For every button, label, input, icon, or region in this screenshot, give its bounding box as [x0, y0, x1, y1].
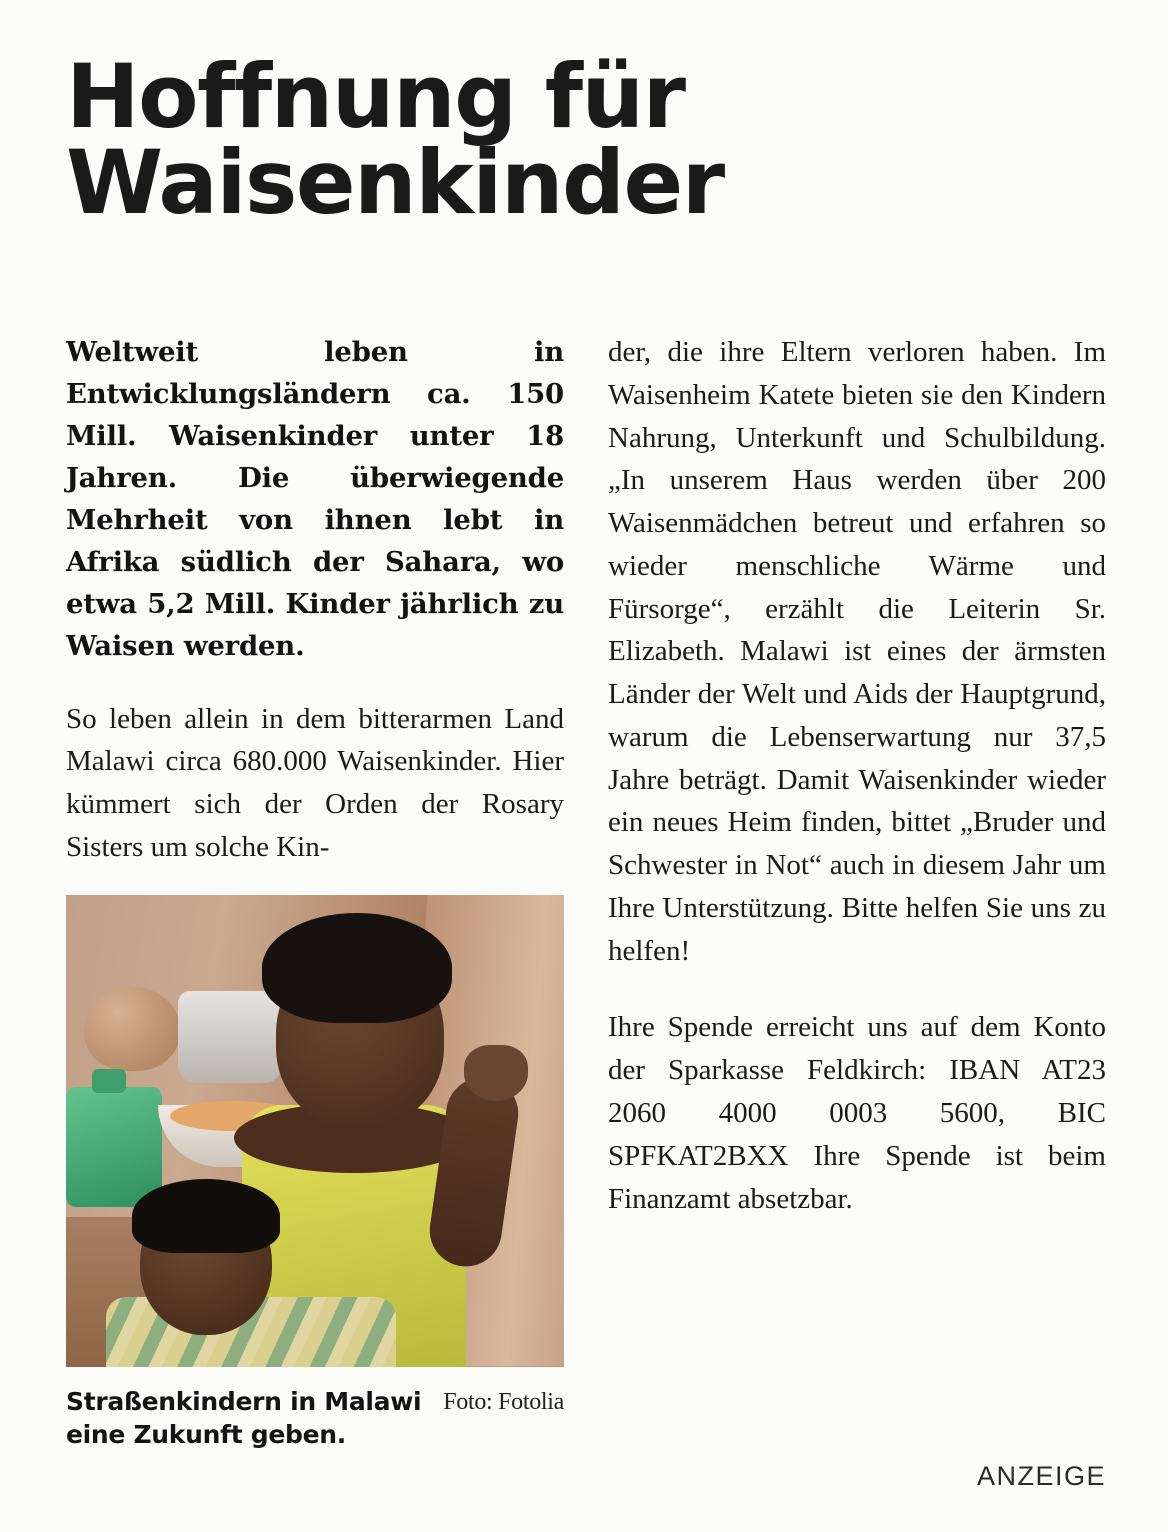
headline-line-1: Hoffnung für [66, 45, 685, 148]
girl-hair-shape [262, 913, 452, 1023]
photo-figure [66, 895, 564, 1451]
body-paragraph-right-2: Ihre Spende erreicht uns auf dem Konto der Sparkasse Feldkirch: IBAN AT23 2060 4000 0003 5600, BIC SPFKAT2BXX Ihre Spende ist beim Finanzamt absetzbar. [608, 1011, 1106, 1215]
baby-hair-shape [132, 1179, 280, 1253]
column-right [608, 331, 1106, 1254]
girl-hand-shape [464, 1045, 528, 1101]
body-paragraph-left-1: So leben allein in dem bitterarmen Land Malawi circa 680.000 Waisenkinder. Hier kümmert sich der Orden der Rosary Sisters um solche Kin- [66, 702, 564, 863]
lead-paragraph: Weltweit leben in Entwicklungsländern ca. 150 Mill. Waisenkinder unter 18 Jahren. Die überwiegende Mehrheit von ihnen lebt in Afrika südlich der Sahara, wo etwa 5,2 Mill. Kinder jährlich zu Waisen werden. [66, 336, 564, 663]
clay-pot-icon [84, 987, 180, 1071]
article-container [66, 45, 1106, 1491]
body-paragraph-right-1: der, die ihre Eltern verloren haben. Im Waisenheim Katete bieten sie den Kindern Nahrung, Unterkunft und Schulbildung. „In unserem Haus werden über 200 Waisenmädchen betreut und erfahren so wieder menschliche Wärme und Fürsorge“, erzählt die Leiterin Sr. Elizabeth. Malawi ist eines der ärmsten Länder der Welt und Aids der Hauptgrund, warum die Lebenserwartung nur 37,5 Jahre beträgt. Damit Waisenkinder wieder ein neues Heim finden, bittet „Bruder und Schwester in Not“ auch in diesem Jahr um Ihre Unterstützung. Bitte helfen Sie uns zu helfen! [608, 336, 1106, 967]
photo-caption-text: Straßenkindern in Malawi eine Zukunft geben. [66, 1386, 422, 1449]
photo-credit: Foto: Fotolia [443, 1388, 564, 1415]
metal-pot-icon [178, 991, 282, 1083]
girl-carrying-baby-photo [66, 895, 564, 1367]
headline-line-2: Waisenkinder [66, 131, 724, 235]
green-canister-icon [66, 1087, 162, 1207]
advertisement-label: ANZEIGE [976, 1461, 1106, 1491]
photo-caption [66, 1385, 564, 1451]
column-left [66, 331, 564, 1451]
article-columns [66, 331, 1106, 1491]
page-title [66, 45, 1006, 235]
